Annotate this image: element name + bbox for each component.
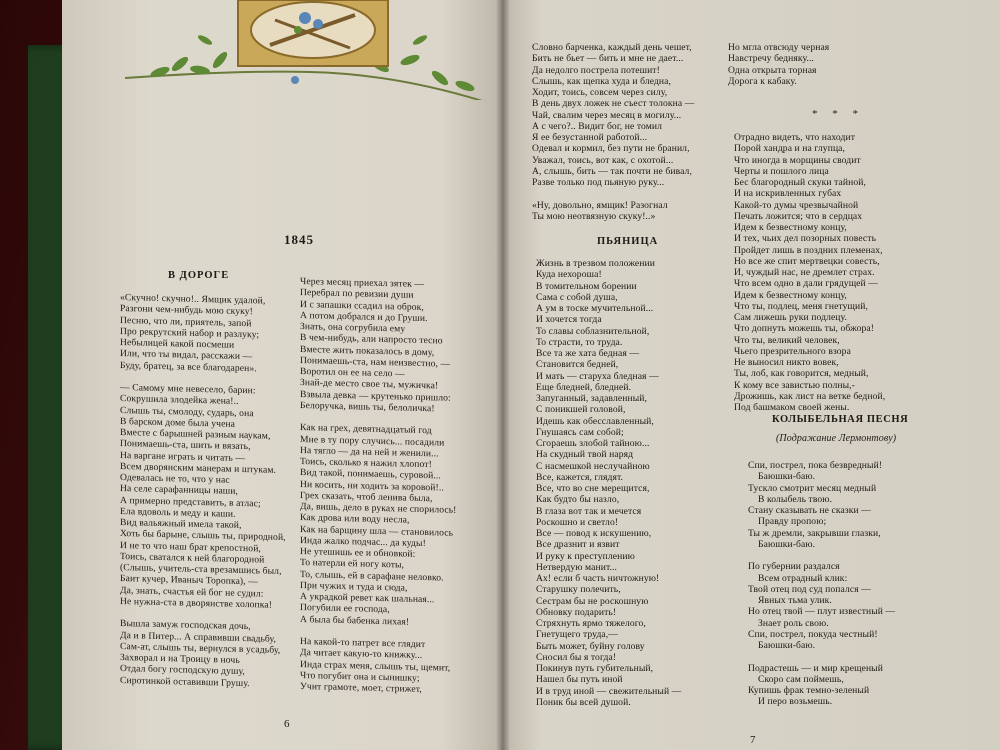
text-line: Уважал, тоись, вот как, с охотой... [532,154,674,166]
text-line: В колыбель твою. [748,493,833,505]
text-line: Как на барщину шла — становилось [300,523,454,539]
text-line: В чем-нибудь, али напросто тесно [300,332,443,347]
text-line: Понимаешь-ста, шить и вязать, [120,438,251,453]
text-line: Понимаешь-ста, нам неизвестно, — [300,354,451,370]
text-line: Буду, братец, за все благодарен». [120,359,257,374]
text-line: «Ну, довольно, ямщик! Разогнал [532,199,668,211]
text-line: На селе сарафанницы наши, [120,483,239,498]
text-line [748,550,895,561]
text-line: Инда жалко подчас... да куды! [300,534,426,549]
text-line: Бес благородный скуки тайной, [734,177,866,188]
text-line: На какой-то патрет все глядит [300,636,426,651]
text-line: Слышь ты, смолоду, сударь, она [120,404,254,419]
right-column-2-top [728,42,829,87]
text-line: Еще бледней, бледней. [536,381,632,393]
text-line: «Скучно! скучно!.. Ямщик удалой, [120,292,266,307]
text-line: Как на грех, девятнадцатый год [300,422,432,437]
text-line: Черты и пошлого лица [734,165,829,177]
text-line: Сестрам бы не роскошную [536,595,649,607]
text-line: Все, кажется, глядят. [536,471,624,483]
text-line: Чьего презрительного взора [734,345,851,357]
text-line: Как будто бы назло, [536,494,620,506]
text-line: Жизнь в трезвом положении [536,258,655,269]
text-line: И перо возьмешь. [748,696,833,708]
text-line: Небылицей какой посмеши [120,337,235,351]
text-line: Но отец твой — плут известный — [748,606,896,618]
poem-subtitle: (Подражание Лермонтову) [776,433,897,444]
text-line: Становится бедней, [536,359,619,371]
text-line: Порой хандра и на глупца, [734,143,846,155]
text-line: Идешь как обесславленный, [536,415,654,427]
text-line: Нетвердую манит... [536,561,618,573]
text-line: Ходит, тоись, совсем через силу, [532,87,668,98]
text-line: Но мгла отвсюду черная [728,42,830,53]
text-line: Про рекрутский набор и разлуку; [120,325,260,341]
text-line: Все, что во сне мерещится, [536,483,650,494]
text-line: Гнетущего труда,— [536,629,618,641]
text-line: А с чего?.. Видит бог, не томил [532,120,663,132]
text-line: Сам-ат, слышь ты, вернулся в усадьбу, [120,640,281,656]
text-line: А потом добрался и до Груши. [300,309,428,324]
text-line: Что всем одно в дали грядущей — [734,278,878,290]
text-line: Стану сказывать не сказки — [748,505,871,516]
text-line: Инда страх меня, слышь ты, щемит, [300,658,451,674]
right-column-1-bottom [536,258,681,708]
text-line: И руку к преступлению [536,550,635,562]
text-line: С насмешкой неслучайною [536,460,650,472]
text-line: Твой отец под суд попался — [748,583,871,595]
text-line: Взвыла девка — крутенько пришло: [300,388,451,404]
text-line: Под башмаком своей жены. [734,402,850,413]
text-line: Куда нехороша! [536,269,602,281]
text-line: Да недолго пострела потешит! [532,64,660,76]
text-line: Вместе с барышней разным наукам, [120,427,271,442]
text-line: Тоись, сватался к ней благородной [120,550,265,566]
text-line: Разве только под пьяную руку... [532,177,665,188]
text-line: И на искривленных губах [734,188,842,200]
text-line: На тягло — да на ней и женили... [300,444,439,460]
text-line: Да, вишь, дело в руках не спорилось! [300,501,457,516]
poem-title-pyanitsa: ПЬЯНИЦА [597,236,659,247]
text-line: Пройдет лишь в поздних племенах, [734,244,883,256]
text-line: Печать ложится; что в сердцах [734,210,863,222]
text-line: Ах! если б часть ничтожную! [536,573,660,584]
text-line: Вышла замуж господская дочь, [120,618,251,633]
text-line: Что иногда в морщины сводит [734,154,861,166]
page-number-left: 6 [284,718,290,730]
text-line: В глаза вот так и мечется [536,505,642,517]
text-line: Знать, она согрубила ему [300,321,406,335]
text-line: Ела вдоволь и меду и каши. [120,505,236,520]
text-line: Навстречу бедняку... [728,53,814,65]
text-line: И не то что наш брат крепостной, [120,539,261,554]
text-line: И в труд иной — свежительный — [536,685,682,697]
text-line: Одевал и кормил, без пути не бранил, [532,143,690,155]
text-line: Что ты, великий человек, [734,334,840,346]
right-column-2-bottom [748,460,895,708]
text-line: Все та же хата бедная — [536,348,640,359]
text-line: Запуганный, задавленный, [536,393,647,404]
text-line: На варгане играть и читать — [120,449,246,464]
text-line: Но все же спит мертвецки совесть, [734,255,880,267]
text-line: При чужих и туда и сюда, [300,579,408,594]
text-line: Слышь, как щепка худа и бледна, [532,75,672,87]
text-line: Дорога к кабаку. [728,75,797,87]
text-line: Что погубит она и сынишку; [300,669,420,684]
text-line: Сносил бы я тогда! [536,651,617,663]
text-line: В томительном борении [536,280,637,292]
right-column-2-middle [734,132,885,413]
text-line: Чай, свалим через месяц в могилу... [532,109,682,121]
text-line: А примерно представить, в атлас; [120,494,261,509]
text-line: Песню, что ли, приятель, запой [120,314,252,329]
text-line: Сама с собой душа, [536,291,618,303]
text-line: Что допнуть можешь ты, обжора! [734,323,875,335]
header-ornament [120,0,500,100]
text-line: Все дразнит и язвит [536,539,620,551]
text-line: Учит грамоте, моет, стрижет, [300,681,422,695]
text-line: И хочется тогда [536,314,602,326]
text-line: На скудный твой наряд [536,449,634,461]
text-line: Идем к безвестному концу, [734,222,847,233]
left-column-1 [120,292,286,690]
text-line: И, чуждый нас, не дремлет страх. [734,267,875,278]
text-line: Сокрушила злодейка жена!.. [120,393,239,408]
text-line: А, слышь, бить — так почти не бивал, [532,165,692,177]
text-line: Спи, пострел, пока безвредный! [748,460,883,471]
text-line: Я ее безустанной работой... [532,132,648,143]
text-line: Баюшки-баю. [748,538,816,550]
text-line: Тускло смотрит месяц медный [748,482,877,494]
text-line: (Слышь, учитель-ста врезамшись был, [120,562,282,577]
text-line: Поник бы всей душой. [536,696,631,708]
text-line: То натерли ей ногу коты, [300,557,405,571]
left-column-2 [300,276,456,696]
text-line: В день двух ложек не съест толокна — [532,98,695,110]
text-line: Не выносил никто вовек, [734,357,839,368]
text-line [748,651,895,662]
text-line: Идем к безвестному концу, [734,289,847,301]
text-line: То страсти, то труда. [536,336,623,348]
text-line: Мне в ту пору случись... посадили [300,433,445,449]
text-line: Ты ж дремли, закрывши глазки, [748,527,881,539]
text-line: Правду пропою; [748,516,827,528]
text-line: Сгораешь злобой тайною... [536,438,650,449]
text-line: К кому все завистью полны,- [734,379,855,391]
text-line: Отрадно видеть, что находит [734,132,856,143]
text-line: Разгони чем-нибудь мою скуку! [120,303,253,318]
text-line: Словно барченка, каждый день чешет, [532,42,692,53]
text-line: Баюшки-баю. [748,640,816,651]
text-line: Да читает какую-то книжку... [300,647,423,662]
text-line: Вид такой, понимаешь, суровой... [300,467,441,482]
text-line: Стряхнуть ярмо тяжелого, [536,618,646,629]
text-line: Все — повод к искушению, [536,528,652,539]
text-line: Дрожишь, как лист на ветке бедной, [734,390,886,402]
text-line: Не утешишь ее и обновкой: [300,546,416,560]
page-number-right: 7 [750,734,756,746]
text-line: Да и в Питер... А справивши свадьбу, [120,629,276,645]
text-line: То славы соблазнительной, [536,325,650,337]
text-line: Спи, пострел, покуда честный! [748,628,878,640]
text-line: Хоть бы барыне, слышь ты, природной, [120,528,286,544]
text-line: И тех, чьих дел позорных повесть [734,233,877,245]
text-line: Быть может, буйну голову [536,640,645,652]
text-line: Нашел бы путь иной [536,674,623,686]
text-line: То, слышь, ей в сарафане неловко. [300,568,444,584]
text-line: Явных тьма улик. [748,595,832,606]
text-line: Баит кучер, Иваныч Торопка), — [120,573,258,588]
text-line: Знай-де место свое ты, мужичка! [300,377,439,392]
text-line: Или, что ты видал, расскажи — [120,348,253,363]
text-line: Отдал богу господскую душу, [120,663,245,678]
text-line: И с запашки ссадил на оброк, [300,298,424,313]
text-line: Вместе жить показалось в дому, [300,343,435,358]
text-line: По губернии раздался [748,561,840,573]
text-line: Грех сказать, чтоб ленива была, [300,489,433,504]
text-line: А была бы бабенка лихая! [300,613,410,628]
text-line: Всем отрадный клик: [748,572,848,584]
text-line: Захворал и на Троицу в ночь [120,652,240,666]
text-line: И мать — старуха бледная — [536,370,659,382]
text-line: Обновку подарить! [536,606,617,618]
text-line: Подрастешь — и мир крещеный [748,662,883,674]
text-line: Вид вальяжный имела такой, [120,517,242,531]
text-line: Перебрал по ревизии души [300,287,414,302]
poem-title-v-doroge: В ДОРОГЕ [168,270,230,281]
text-line: Ты, лоб, как говорится, медный, [734,368,869,380]
text-line: Одна открыта торная [728,64,817,76]
right-column-1-top [532,42,694,222]
text-line: Старушку полечить, [536,584,621,596]
text-line: Баюшки-баю. [748,471,816,483]
text-line: Всем дворянским манерам и штукам. [120,460,277,476]
text-line: Какой-то думы чрезвычайной [734,199,859,211]
text-line: Тоись, сколько я нажил хлопот! [300,456,432,471]
text-line: Знает роль свою. [748,617,829,629]
text-line: Покинув путь губительный, [536,663,654,674]
text-line: Сиротинкой оставивши Грушу. [120,674,250,689]
text-line: Не нужна-ста в дворянстве холопка! [120,595,273,611]
text-line: Бить не бьет — бить и мне не дает... [532,53,684,65]
text-line: Скоро сам поймешь, [748,673,844,685]
text-line: Одевалась не то, что у нас [120,472,230,486]
text-line: Как дрова или воду несла, [300,512,410,526]
text-line: А украдкой ревет как шальная... [300,591,435,606]
text-line: Через месяц приехал зятек — [300,276,425,291]
text-line: Сам лижешь руки подлецу. [734,312,847,323]
year-heading: 1845 [284,232,314,247]
text-line: Воротил он ее на село — [300,366,405,380]
text-line: Ты мою неотвязную скуку!..» [532,210,656,222]
book-gutter [496,0,510,750]
text-line: С поникшей головой, [536,404,626,416]
text-line: Что ты, подлец, меня гнетущий, [734,300,868,312]
text-line: Белоручка, вишь ты, белоличка! [300,399,435,415]
text-line: В барском доме была учена [120,415,236,430]
text-line: А ум в тоске мучительной... [536,303,654,314]
text-line: Погубили ее господа, [300,602,390,616]
text-line: Гнушаясь сам собой; [536,426,624,438]
text-line: Купишь фрак темно-зеленый [748,685,870,696]
text-line: Роскошно и светло! [536,516,619,528]
poem-title-kolybelnaya: КОЛЫБЕЛЬНАЯ ПЕСНЯ [772,414,909,425]
section-stars: * * * [812,108,864,120]
text-line [532,188,694,199]
text-line: Ни косить, ни ходить за коровой!.. [300,478,444,494]
text-line: Да, знать, счастья ей бог не судил: [120,584,264,600]
text-line: — Самому мне невесело, барин: [120,382,256,397]
